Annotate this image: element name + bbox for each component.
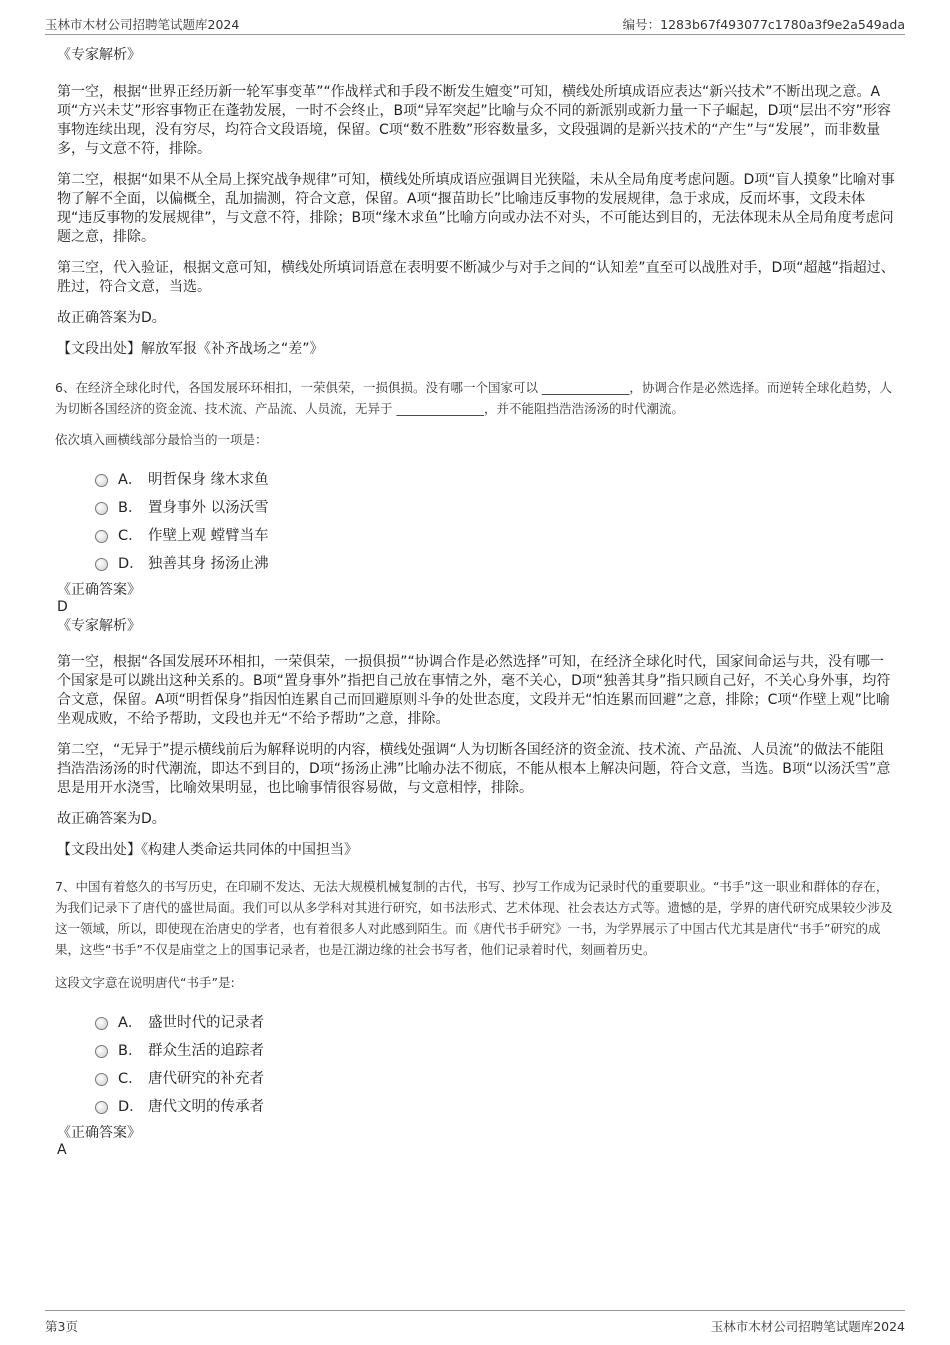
option-letter: A． — [118, 1014, 143, 1031]
option-text: 置身事外 以汤沃雪 — [148, 499, 269, 516]
analysis-paragraph-1: 第一空，根据“各国发展环环相扣，一荣俱荣，一损俱损”“协调合作是必然选择”可知，在经济全球化时代，国家间命运与共，没有哪一个国家是可以跳出这种关系的。B项“置身事外”指把自己放在事情之外，毫不关心，D项“独善其身”指只顾自己好，不关心身外事，均符合文意，保留。A项“明哲保身”指因怕连累自己而回避原则斗争的处世态度，文段并无“怕连累而回避”之意，排除；C项“作壁上观”比喻坐观成败，不给予帮助，文段也并无“不给予帮助”之意，排除。 — [57, 654, 891, 727]
option-b[interactable] — [95, 1035, 897, 1063]
header-doc-id: 编号：1283b67f493077c1780a3f9e2a549ada — [622, 17, 905, 32]
correct-answer-title: 《正确答案》 — [57, 1125, 141, 1141]
radio-icon[interactable] — [95, 474, 108, 487]
correct-answer: D — [57, 599, 68, 615]
option-c[interactable] — [95, 1063, 897, 1091]
radio-icon[interactable] — [95, 1017, 108, 1030]
conclusion: 故正确答案为D。 — [57, 811, 166, 827]
page-header — [45, 12, 905, 35]
conclusion: 故正确答案为D。 — [57, 310, 166, 326]
question-6-stem: 6、在经济全球化时代，各国发展环环相扣，一荣俱荣，一损俱损。没有哪一个国家可以 ______________，协调合作是必然选择。而逆转全球化趋势，人为切断各国经济的资金流、技术流、产品流、人员流，无异于 ______________，并不能阻挡浩浩汤汤的时代潮流。 — [55, 380, 892, 416]
radio-icon[interactable] — [95, 1073, 108, 1086]
expert-analysis-title: 《专家解析》 — [57, 47, 141, 63]
radio-icon[interactable] — [95, 558, 108, 571]
question-6-options — [95, 464, 897, 576]
page-footer — [45, 1310, 905, 1337]
option-text: 盛世时代的记录者 — [148, 1014, 264, 1031]
question-7-stem: 7、中国有着悠久的书写历史，在印刷不发达、无法大规模机械复制的古代，书写、抄写工作成为记录时代的重要职业。“书手”这一职业和群体的存在，为我们记录下了唐代的盛世局面。我们可以从多学科对其进行研究，如书法形式、艺术体现、社会表达方式等。遗憾的是，学界的唐代研究成果较少涉及这一领域，所以，即使现在治唐史的学者，也有着很多人对此感到陌生。而《唐代书手研究》一书，为学界展示了中国古代尤其是唐代“书手”研究的成果，这些“书手”不仅是庙堂之上的国事记录者，也是江湖边缘的社会书写者，他们记录着时代，刻画着历史。 — [55, 879, 893, 957]
radio-icon[interactable] — [95, 1045, 108, 1058]
analysis-paragraph-2: 第二空，根据“如果不从全局上探究战争规律”可知，横线处所填成语应强调目光狭隘，未从全局角度考虑问题。D项“盲人摸象”比喻对事物了解不全面，以偏概全，乱加揣测，符合文意，保留。A项“揠苗助长”比喻违反事物的发展规律，急于求成，反而坏事，文段未体现“违反事物的发展规律”，与文意不符，排除；B项“缘木求鱼”比喻方向或办法不对头，不可能达到目的，无法体现未从全局角度考虑问题之意，排除。 — [57, 172, 895, 245]
radio-icon[interactable] — [95, 1101, 108, 1114]
radio-icon[interactable] — [95, 502, 108, 515]
source-note: 【文段出处】解放军报《补齐战场之“差”》 — [57, 341, 324, 357]
option-letter: D． — [118, 1098, 144, 1115]
header-title: 玉林市木材公司招聘笔试题库2024 — [45, 17, 240, 32]
expert-analysis-title: 《专家解析》 — [57, 618, 141, 634]
option-letter: C． — [118, 1070, 143, 1087]
question-6-prompt: 依次填入画横线部分最恰当的一项是： — [55, 432, 268, 447]
option-letter: C． — [118, 527, 143, 544]
option-text: 唐代文明的传承者 — [148, 1098, 264, 1115]
radio-icon[interactable] — [95, 530, 108, 543]
analysis-paragraph-1: 第一空，根据“世界正经历新一轮军事变革”“作战样式和手段不断发生嬗变”可知，横线处所填成语应表达“新兴技术”不断出现之意。A项“方兴未艾”形容事物正在蓬勃发展，一时不会终止，B项“异军突起”比喻与众不同的新派别或新力量一下子崛起，D项“层出不穷”形容事物连续出现，没有穷尽，均符合文段语境，保留。C项“数不胜数”形容数量多，文段强调的是新兴技术的“产生”与“发展”，而非数量多，与文意不符，排除。 — [57, 84, 891, 157]
question-7-prompt: 这段文字意在说明唐代“书手”是: — [55, 975, 235, 990]
option-c[interactable] — [95, 520, 897, 548]
option-text: 作壁上观 螳臂当车 — [148, 527, 269, 544]
correct-answer: A — [57, 1142, 67, 1158]
option-a[interactable] — [95, 1007, 897, 1035]
option-letter: D． — [118, 555, 144, 572]
option-b[interactable] — [95, 492, 897, 520]
question-7-options — [95, 1007, 897, 1119]
option-text: 明哲保身 缘木求鱼 — [148, 471, 269, 488]
correct-answer-title: 《正确答案》 — [57, 582, 141, 598]
option-letter: A． — [118, 471, 143, 488]
page-number: 第3页 — [45, 1319, 78, 1334]
option-d[interactable] — [95, 1091, 897, 1119]
analysis-paragraph-3: 第三空，代入验证，根据文意可知，横线处所填词语意在表明要不断减少与对手之间的“认知差”直至可以战胜对手，D项“超越”指超过、胜过，符合文意，当选。 — [57, 260, 895, 295]
option-text: 独善其身 扬汤止沸 — [148, 555, 269, 572]
source-note: 【文段出处】《构建人类命运共同体的中国担当》 — [57, 842, 358, 858]
page-content — [57, 44, 897, 1159]
option-letter: B． — [118, 1042, 143, 1059]
option-a[interactable] — [95, 464, 897, 492]
analysis-paragraph-2: 第二空，“无异于”提示横线前后为解释说明的内容，横线处强调“人为切断各国经济的资金流、技术流、产品流、人员流”的做法不能阻挡浩浩汤汤的时代潮流，即达不到目的，D项“扬汤止沸”比喻办法不彻底，不能从根本上解决问题，符合文意，当选。B项“以汤沃雪”意思是用开水浇雪，比喻效果明显，也比喻事情很容易做，与文意相悖，排除。 — [57, 742, 891, 796]
option-letter: B． — [118, 499, 143, 516]
option-text: 唐代研究的补充者 — [148, 1070, 264, 1087]
footer-title: 玉林市木材公司招聘笔试题库2024 — [710, 1319, 905, 1334]
option-d[interactable] — [95, 548, 897, 576]
option-text: 群众生活的追踪者 — [148, 1042, 264, 1059]
